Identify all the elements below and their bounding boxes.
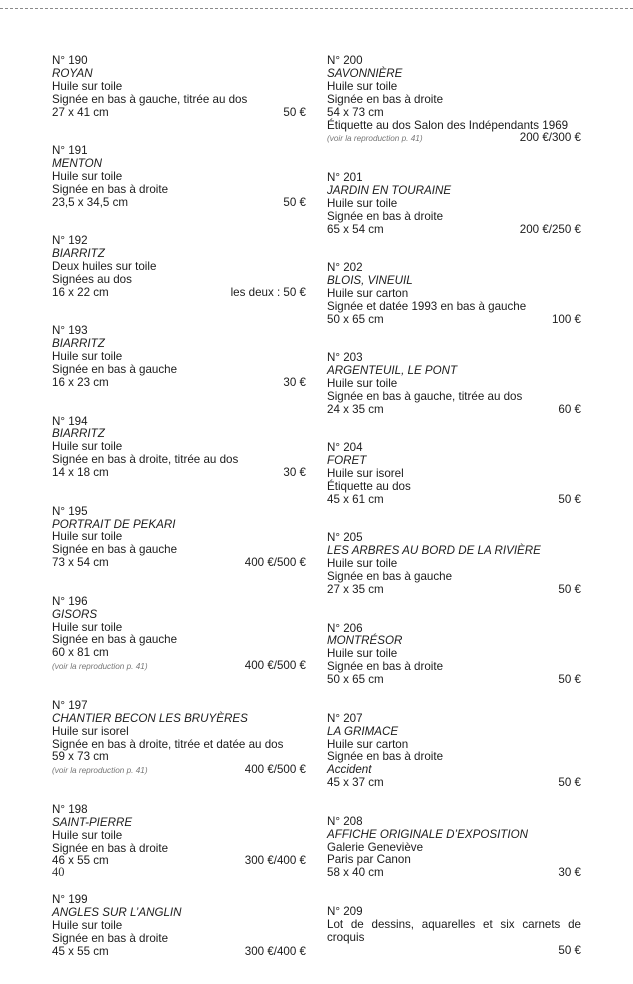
lot-detail: 60 x 81 cm	[52, 646, 109, 660]
reproduction-reference: (voir la reproduction p. 41)	[52, 766, 148, 776]
lot-title: MENTON	[52, 157, 103, 171]
lot-dimensions: 50 x 65 cm	[327, 312, 384, 326]
lot-detail: Signée en bas à gauche, titrée au dos	[327, 389, 523, 403]
lot-label-note: Étiquette au dos Salon des Indépendants 1969	[327, 118, 569, 132]
lot-number: N° 194	[52, 414, 88, 428]
lot-dimensions: 50 x 65 cm	[327, 673, 384, 687]
lot-dimensions: 16 x 23 cm	[52, 376, 109, 389]
lot-title: ANGLES SUR L’ANGLIN	[52, 905, 182, 919]
lot-detail: Huile sur toile	[327, 647, 398, 661]
lot-dimensions: 14 x 18 cm	[52, 466, 109, 480]
lot-estimate: 50 €	[283, 195, 306, 209]
lot-title: ARGENTEUIL, LE PONT	[327, 364, 458, 378]
lot-number: N° 205	[327, 531, 363, 545]
lot-estimate: les deux : 50 €	[230, 285, 306, 299]
lot-detail: Huile sur toile	[52, 918, 123, 932]
catalog-lot	[52, 506, 306, 571]
catalog-lot	[52, 804, 306, 869]
lot-title: AFFICHE ORIGINALE D’EXPOSITION	[327, 827, 528, 841]
lot-detail: Étiquette au dos	[327, 480, 411, 494]
lot-price-row	[52, 855, 306, 868]
lot-price-row	[327, 132, 581, 146]
lot-detail: Huile sur toile	[327, 79, 398, 93]
lot-number: N° 190	[52, 54, 88, 67]
lot-price-row	[327, 224, 581, 237]
lot-price-row	[52, 764, 306, 778]
catalog-lot	[327, 442, 581, 507]
lot-number: N° 208	[327, 814, 363, 828]
lot-detail: Signée en bas à droite	[327, 92, 444, 106]
lot-detail: Signée en bas à droite, titrée au dos	[52, 453, 239, 467]
lot-estimate: 400 €/500 €	[244, 763, 306, 777]
catalog-lot	[52, 145, 306, 210]
lot-title: CHANTIER BECON LES BRUYÈRES	[52, 711, 248, 725]
lot-price-row	[52, 287, 306, 300]
lot-estimate: 50 €	[558, 673, 581, 687]
lot-detail: Signée en bas à droite	[327, 209, 444, 223]
lot-price-row	[327, 777, 581, 790]
lot-detail: Galerie Geneviève	[327, 840, 424, 854]
lot-title: LA GRIMACE	[327, 724, 399, 738]
lot-title: MONTRÉSOR	[327, 634, 403, 648]
lot-estimate: 50 €	[558, 943, 581, 957]
lot-number: N° 200	[327, 54, 363, 67]
catalog-lot	[52, 55, 306, 120]
lot-detail: Paris par Canon	[327, 853, 411, 867]
lot-estimate: 300 €/400 €	[244, 854, 306, 868]
lot-price-row	[52, 660, 306, 674]
lot-detail: 54 x 73 cm	[327, 105, 384, 119]
lot-number: N° 197	[52, 698, 88, 712]
lot-detail: Signée en bas à gauche	[52, 633, 178, 647]
lot-number: N° 196	[52, 594, 88, 608]
lot-estimate: 60 €	[558, 402, 581, 416]
lot-title: BLOIS, VINEUIL	[327, 273, 413, 287]
lot-dimensions: 65 x 54 cm	[327, 222, 384, 236]
lot-price-row	[327, 314, 581, 327]
lot-number: N° 192	[52, 234, 88, 248]
lot-estimate: 30 €	[558, 866, 581, 880]
catalog-lot	[327, 172, 581, 237]
lot-detail: Huile sur toile	[52, 828, 123, 842]
lot-estimate: 30 €	[283, 376, 306, 389]
lot-detail: Signée en bas à droite	[52, 931, 169, 945]
lot-title: ROYAN	[52, 66, 93, 80]
catalog-lot	[327, 352, 581, 417]
lot-detail: Signée en bas à droite, titrée et datée au dos	[52, 737, 284, 751]
lot-dimensions: 27 x 41 cm	[52, 105, 109, 119]
lot-estimate: 200 €/300 €	[519, 131, 581, 145]
catalog-column-left	[52, 55, 306, 984]
catalog-lot	[52, 235, 306, 300]
lot-detail: Deux huiles sur toile	[52, 260, 157, 274]
lot-detail: Signée en bas à gauche, titrée au dos	[52, 92, 248, 106]
lot-dimensions: 16 x 22 cm	[52, 285, 109, 299]
lot-title: PORTRAIT DE PEKARI	[52, 517, 176, 531]
lot-price-row	[52, 946, 306, 959]
lot-detail: Signée en bas à droite	[52, 182, 169, 196]
lot-dimensions: 23,5 x 34,5 cm	[52, 195, 129, 209]
catalog-column-right	[327, 55, 581, 983]
catalog-lot	[327, 55, 581, 146]
catalog-lot	[327, 816, 581, 881]
lot-dimensions: 27 x 35 cm	[327, 583, 384, 597]
lot-price-row	[52, 107, 306, 120]
lot-title: LES ARBRES AU BORD DE LA RIVIÈRE	[327, 544, 541, 558]
catalog-lot	[327, 906, 581, 958]
lot-price-row	[327, 584, 581, 597]
lot-number: N° 199	[52, 892, 88, 906]
lot-detail: Signée en bas à gauche	[327, 570, 453, 584]
lot-detail: Huile sur isorel	[52, 724, 129, 738]
lot-detail: Signée en bas à gauche	[52, 363, 178, 377]
lot-condition-note: Accident	[327, 763, 372, 777]
catalog-lot	[52, 596, 306, 674]
lot-price-row	[327, 674, 581, 687]
lot-dimensions: 46 x 55 cm	[52, 854, 109, 868]
lot-estimate: 50 €	[558, 492, 581, 506]
lot-detail: Huile sur toile	[52, 620, 123, 634]
lot-detail: Huile sur toile	[52, 440, 123, 454]
lot-number: N° 193	[52, 324, 88, 338]
lot-detail: Huile sur toile	[327, 196, 398, 210]
lot-price-row	[327, 494, 581, 507]
lot-number: N° 202	[327, 261, 363, 275]
lot-price-row	[327, 867, 581, 880]
lot-estimate: 50 €	[283, 105, 306, 119]
lot-price-row	[52, 467, 306, 480]
lot-title: BIARRITZ	[52, 337, 105, 351]
lot-dimensions: 73 x 54 cm	[52, 556, 109, 570]
lot-price-row	[327, 945, 581, 958]
lot-number: N° 207	[327, 711, 363, 725]
lot-number: N° 204	[327, 441, 363, 455]
lot-estimate: 200 €/250 €	[519, 222, 581, 236]
lot-dimensions: 45 x 37 cm	[327, 776, 384, 790]
lot-title: FORET	[327, 454, 367, 468]
lot-number: N° 191	[52, 144, 88, 158]
lot-estimate: 30 €	[283, 466, 306, 480]
lot-detail: Signées au dos	[52, 272, 132, 286]
catalog-lot	[327, 262, 581, 327]
lot-dimensions: 58 x 40 cm	[327, 866, 384, 880]
catalog-lot	[327, 623, 581, 688]
lot-detail: Huile sur carton	[327, 737, 409, 751]
lot-number: N° 198	[52, 802, 88, 816]
top-dashed-rule	[0, 8, 633, 9]
lot-price-row	[52, 557, 306, 570]
lot-title: SAINT-PIERRE	[52, 815, 133, 829]
lot-estimate: 50 €	[558, 583, 581, 597]
lot-detail: Signée et datée 1993 en bas à gauche	[327, 299, 527, 313]
lot-detail: Huile sur toile	[52, 530, 123, 544]
catalog-lot	[52, 416, 306, 481]
page-number: 40	[52, 865, 65, 879]
catalog-lot	[327, 532, 581, 597]
lot-detail: Huile sur isorel	[327, 467, 404, 481]
lot-detail: Huile sur carton	[327, 286, 409, 300]
catalog-lot	[327, 713, 581, 790]
lot-detail: 59 x 73 cm	[52, 750, 109, 764]
lot-price-row	[52, 377, 306, 390]
lot-detail: Signée en bas à droite	[327, 660, 444, 674]
lot-detail: Huile sur toile	[327, 557, 398, 571]
lot-price-row	[52, 197, 306, 210]
lot-detail: Signée en bas à droite	[327, 750, 444, 764]
lot-estimate: 400 €/500 €	[244, 556, 306, 570]
lot-estimate: 400 €/500 €	[244, 659, 306, 673]
catalog-lot	[52, 700, 306, 778]
lot-dimensions: 45 x 55 cm	[52, 944, 109, 958]
lot-detail: Huile sur toile	[52, 350, 123, 364]
lot-number: N° 203	[327, 351, 363, 365]
lot-price-row	[327, 404, 581, 417]
reproduction-reference: (voir la reproduction p. 41)	[52, 662, 148, 672]
lot-title: GISORS	[52, 607, 98, 621]
lot-detail: Huile sur toile	[327, 377, 398, 390]
lot-title: BIARRITZ	[52, 427, 105, 441]
reproduction-reference: (voir la reproduction p. 41)	[327, 134, 423, 144]
lot-title: JARDIN EN TOURAINE	[327, 183, 452, 197]
catalog-lot	[52, 325, 306, 390]
lot-estimate: 50 €	[558, 776, 581, 790]
lot-title: SAVONNIÈRE	[327, 66, 403, 80]
lot-detail: Signée en bas à gauche	[52, 543, 178, 557]
lot-dimensions: 45 x 61 cm	[327, 492, 384, 506]
lot-detail: Huile sur toile	[52, 79, 123, 93]
lot-number: N° 209	[327, 904, 363, 918]
lot-estimate: 100 €	[551, 312, 581, 326]
lot-number: N° 195	[52, 504, 88, 518]
lot-estimate: 300 €/400 €	[244, 944, 306, 958]
catalog-lot	[52, 894, 306, 959]
lot-detail: Huile sur toile	[52, 169, 123, 183]
lot-label-note: Lot de dessins, aquarelles et six carnets de croquis	[327, 917, 581, 944]
lot-number: N° 206	[327, 621, 363, 635]
lot-title: BIARRITZ	[52, 247, 105, 261]
lot-detail: Signée en bas à droite	[52, 841, 169, 855]
lot-dimensions: 24 x 35 cm	[327, 402, 384, 416]
lot-number: N° 201	[327, 170, 363, 184]
